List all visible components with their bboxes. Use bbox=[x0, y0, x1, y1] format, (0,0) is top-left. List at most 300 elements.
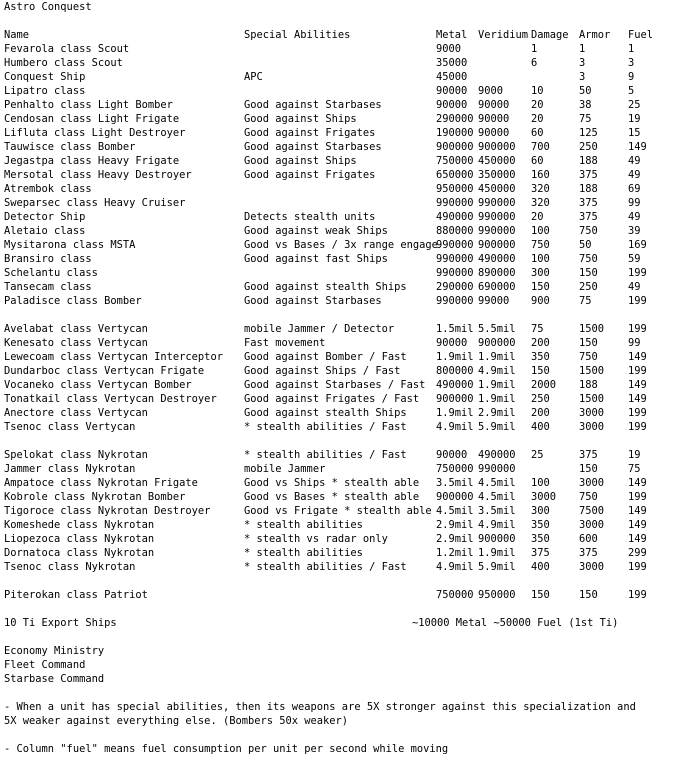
table-row bbox=[4, 224, 684, 238]
ship-veridium: 90000 bbox=[478, 113, 510, 125]
ship-name: Mysitarona class MSTA bbox=[4, 239, 136, 251]
ship-damage: 300 bbox=[531, 267, 550, 279]
ship-abilities: Good against weak Ships bbox=[244, 225, 388, 237]
ship-abilities: mobile Jammer / Detector bbox=[244, 323, 395, 335]
ship-damage: 300 bbox=[531, 505, 550, 517]
ship-damage: 100 bbox=[531, 477, 550, 489]
spacer bbox=[4, 630, 684, 644]
ship-veridium: 490000 bbox=[478, 253, 516, 265]
table-row bbox=[4, 168, 684, 182]
ship-abilities: Good against stealth Ships bbox=[244, 281, 407, 293]
ship-metal: 990000 bbox=[436, 197, 474, 209]
ship-armor: 150 bbox=[579, 267, 598, 279]
ship-veridium: 990000 bbox=[478, 463, 516, 475]
ship-name: Lewecoam class Vertycan Interceptor bbox=[4, 351, 223, 363]
ship-armor: 750 bbox=[579, 225, 598, 237]
ship-armor: 600 bbox=[579, 533, 598, 545]
ship-fuel: 49 bbox=[628, 155, 641, 167]
ship-name: Vocaneko class Vertycan Bomber bbox=[4, 379, 192, 391]
ship-veridium: 990000 bbox=[478, 225, 516, 237]
ship-fuel: 49 bbox=[628, 281, 641, 293]
ship-armor: 3000 bbox=[579, 477, 605, 489]
ship-armor: 750 bbox=[579, 491, 598, 503]
department-starbase: Starbase Command bbox=[4, 673, 105, 685]
document bbox=[4, 0, 684, 756]
ship-metal: 900000 bbox=[436, 393, 474, 405]
ship-veridium: 890000 bbox=[478, 267, 516, 279]
ship-name: Atrembok class bbox=[4, 183, 92, 195]
ship-armor: 1 bbox=[579, 43, 586, 55]
ship-name: Detector Ship bbox=[4, 211, 86, 223]
ship-fuel: 149 bbox=[628, 505, 647, 517]
ship-fuel: 15 bbox=[628, 127, 641, 139]
ship-veridium: 4.5mil bbox=[478, 491, 516, 503]
ship-armor: 375 bbox=[579, 169, 598, 181]
ship-abilities: Good against Starbases bbox=[244, 141, 382, 153]
ship-name: Schelantu class bbox=[4, 267, 98, 279]
table-row bbox=[4, 546, 684, 560]
ship-damage: 10 bbox=[531, 85, 544, 97]
spacer bbox=[4, 14, 684, 28]
note-special-abilities-cont: 5X weaker against everything else. (Bombers 50x weaker) bbox=[4, 715, 349, 727]
ship-name: Jammer class Nykrotan bbox=[4, 463, 136, 475]
table-row bbox=[4, 406, 684, 420]
ship-damage: 60 bbox=[531, 127, 544, 139]
ship-metal: 4.9mil bbox=[436, 561, 474, 573]
ship-metal: 750000 bbox=[436, 589, 474, 601]
ship-veridium: 950000 bbox=[478, 589, 516, 601]
ship-name: Bransiro class bbox=[4, 253, 92, 265]
ship-name: Komeshede class Nykrotan bbox=[4, 519, 155, 531]
ship-metal: 9000 bbox=[436, 43, 462, 55]
table-row bbox=[4, 378, 684, 392]
ship-armor: 3000 bbox=[579, 519, 605, 531]
ship-name: Lifluta class Light Destroyer bbox=[4, 127, 186, 139]
ship-fuel: 149 bbox=[628, 351, 647, 363]
ship-armor: 3 bbox=[579, 71, 586, 83]
ship-metal: 950000 bbox=[436, 183, 474, 195]
ship-veridium: 450000 bbox=[478, 183, 516, 195]
ship-name: Fevarola class Scout bbox=[4, 43, 130, 55]
ship-abilities: Good against Starbases bbox=[244, 99, 382, 111]
ship-veridium: 990000 bbox=[478, 197, 516, 209]
ship-abilities: Good against Ships / Fast bbox=[244, 365, 401, 377]
ship-fuel: 149 bbox=[628, 519, 647, 531]
ship-abilities: * stealth abilities / Fast bbox=[244, 421, 407, 433]
ship-damage: 160 bbox=[531, 169, 550, 181]
ship-metal: 90000 bbox=[436, 99, 468, 111]
ship-damage: 250 bbox=[531, 393, 550, 405]
ship-metal: 990000 bbox=[436, 253, 474, 265]
ship-veridium: 900000 bbox=[478, 141, 516, 153]
ship-veridium: 1.9mil bbox=[478, 547, 516, 559]
ship-abilities: * stealth abilities / Fast bbox=[244, 561, 407, 573]
ship-veridium: 1.9mil bbox=[478, 393, 516, 405]
group-spacer bbox=[4, 434, 684, 448]
ship-fuel: 19 bbox=[628, 449, 641, 461]
ship-veridium: 4.9mil bbox=[478, 519, 516, 531]
document-title: Astro Conquest bbox=[4, 1, 92, 13]
ship-damage: 700 bbox=[531, 141, 550, 153]
ship-name: Tonatkail class Vertycan Destroyer bbox=[4, 393, 217, 405]
ship-metal: 2.9mil bbox=[436, 533, 474, 545]
ship-abilities: Good against Starbases bbox=[244, 295, 382, 307]
ship-fuel: 49 bbox=[628, 211, 641, 223]
ship-abilities: Good against Starbases / Fast bbox=[244, 379, 426, 391]
ship-fuel: 9 bbox=[628, 71, 635, 83]
ship-abilities: * stealth abilities bbox=[244, 519, 363, 531]
ship-damage: 200 bbox=[531, 337, 550, 349]
table-row bbox=[4, 322, 684, 336]
ship-veridium: 900000 bbox=[478, 337, 516, 349]
ship-armor: 3 bbox=[579, 57, 586, 69]
table-row bbox=[4, 266, 684, 280]
table-row bbox=[4, 98, 684, 112]
header-armor: Armor bbox=[579, 29, 611, 41]
ship-veridium: 9000 bbox=[478, 85, 504, 97]
ship-fuel: 199 bbox=[628, 323, 647, 335]
header-abilities: Special Abilities bbox=[244, 29, 351, 41]
ship-fuel: 75 bbox=[628, 463, 641, 475]
ship-damage: 375 bbox=[531, 547, 550, 559]
ship-abilities: APC bbox=[244, 71, 263, 83]
table-row bbox=[4, 364, 684, 378]
ship-name: Kobrole class Nykrotan Bomber bbox=[4, 491, 186, 503]
ship-armor: 188 bbox=[579, 379, 598, 391]
ship-damage: 150 bbox=[531, 589, 550, 601]
ship-damage: 320 bbox=[531, 183, 550, 195]
table-row bbox=[4, 420, 684, 434]
table-row bbox=[4, 350, 684, 364]
ship-fuel: 3 bbox=[628, 57, 635, 69]
table-row bbox=[4, 448, 684, 462]
ship-metal: 880000 bbox=[436, 225, 474, 237]
ship-name: Mersotal class Heavy Destroyer bbox=[4, 169, 192, 181]
header-damage: Damage bbox=[531, 29, 569, 41]
ship-damage: 320 bbox=[531, 197, 550, 209]
table-row bbox=[4, 504, 684, 518]
ship-veridium: 490000 bbox=[478, 449, 516, 461]
ship-veridium: 450000 bbox=[478, 155, 516, 167]
table-row bbox=[4, 70, 684, 84]
ship-armor: 3000 bbox=[579, 421, 605, 433]
ship-damage: 350 bbox=[531, 519, 550, 531]
ship-metal: 190000 bbox=[436, 127, 474, 139]
ship-damage: 20 bbox=[531, 99, 544, 111]
table-row bbox=[4, 56, 684, 70]
ship-metal: 750000 bbox=[436, 155, 474, 167]
table-row bbox=[4, 490, 684, 504]
ship-veridium: 4.5mil bbox=[478, 477, 516, 489]
ship-metal: 900000 bbox=[436, 141, 474, 153]
ship-armor: 75 bbox=[579, 113, 592, 125]
spacer bbox=[4, 686, 684, 700]
ship-damage: 60 bbox=[531, 155, 544, 167]
ship-fuel: 149 bbox=[628, 393, 647, 405]
ship-fuel: 199 bbox=[628, 365, 647, 377]
ship-fuel: 149 bbox=[628, 141, 647, 153]
ship-name: Aletaio class bbox=[4, 225, 86, 237]
ship-damage: 20 bbox=[531, 211, 544, 223]
ship-name: Tigoroce class Nykrotan Destroyer bbox=[4, 505, 211, 517]
ship-damage: 150 bbox=[531, 365, 550, 377]
ship-name: Piterokan class Patriot bbox=[4, 589, 148, 601]
ship-name: Anectore class Vertycan bbox=[4, 407, 148, 419]
ship-name: Tauwisce class Bomber bbox=[4, 141, 136, 153]
ship-fuel: 169 bbox=[628, 239, 647, 251]
header-veridium: Veridium bbox=[478, 29, 529, 41]
ship-metal: 490000 bbox=[436, 211, 474, 223]
ship-damage: 350 bbox=[531, 351, 550, 363]
ship-name: Dundarboc class Vertycan Frigate bbox=[4, 365, 205, 377]
ship-damage: 2000 bbox=[531, 379, 557, 391]
table-row bbox=[4, 560, 684, 574]
table-row bbox=[4, 154, 684, 168]
ship-fuel: 199 bbox=[628, 589, 647, 601]
ship-abilities: * stealth abilities bbox=[244, 547, 363, 559]
ship-damage: 900 bbox=[531, 295, 550, 307]
ship-abilities: * stealth vs radar only bbox=[244, 533, 388, 545]
ship-fuel: 69 bbox=[628, 183, 641, 195]
ship-veridium: 3.5mil bbox=[478, 505, 516, 517]
table-row bbox=[4, 280, 684, 294]
ship-veridium: 4.9mil bbox=[478, 365, 516, 377]
ship-metal: 1.5mil bbox=[436, 323, 474, 335]
ship-name: Penhalto class Light Bomber bbox=[4, 99, 173, 111]
ship-metal: 45000 bbox=[436, 71, 468, 83]
ship-damage: 150 bbox=[531, 281, 550, 293]
ship-damage: 25 bbox=[531, 449, 544, 461]
ship-armor: 188 bbox=[579, 155, 598, 167]
ship-fuel: 299 bbox=[628, 547, 647, 559]
ship-veridium: 900000 bbox=[478, 533, 516, 545]
group-spacer bbox=[4, 574, 684, 588]
ship-abilities: Good against stealth Ships bbox=[244, 407, 407, 419]
header-metal: Metal bbox=[436, 29, 468, 41]
ship-armor: 50 bbox=[579, 239, 592, 251]
note-fuel: - Column "fuel" means fuel consumption per unit per second while moving bbox=[4, 743, 449, 755]
ship-metal: 90000 bbox=[436, 449, 468, 461]
ship-metal: 990000 bbox=[436, 239, 474, 251]
ship-veridium: 5.9mil bbox=[478, 561, 516, 573]
table-row bbox=[4, 84, 684, 98]
ship-name: Humbero class Scout bbox=[4, 57, 123, 69]
ship-name: Dornatoca class Nykrotan bbox=[4, 547, 155, 559]
ship-veridium: 90000 bbox=[478, 127, 510, 139]
ship-fuel: 99 bbox=[628, 197, 641, 209]
ship-metal: 650000 bbox=[436, 169, 474, 181]
ship-abilities: Fast movement bbox=[244, 337, 326, 349]
spacer bbox=[4, 728, 684, 742]
ship-abilities: Good vs Bases / 3x range engage bbox=[244, 239, 438, 251]
ship-veridium: 5.9mil bbox=[478, 421, 516, 433]
ship-damage: 100 bbox=[531, 253, 550, 265]
ship-armor: 3000 bbox=[579, 407, 605, 419]
ship-armor: 375 bbox=[579, 211, 598, 223]
ship-name: Liopezoca class Nykrotan bbox=[4, 533, 155, 545]
ship-fuel: 59 bbox=[628, 253, 641, 265]
ship-damage: 75 bbox=[531, 323, 544, 335]
ship-abilities: Good vs Bases * stealth able bbox=[244, 491, 420, 503]
header-name: Name bbox=[4, 29, 30, 41]
table-row bbox=[4, 588, 684, 602]
ship-metal: 1.9mil bbox=[436, 407, 474, 419]
ship-armor: 50 bbox=[579, 85, 592, 97]
export-line bbox=[4, 616, 684, 630]
ship-name: Sweparsec class Heavy Cruiser bbox=[4, 197, 186, 209]
ship-veridium: 1.9mil bbox=[478, 379, 516, 391]
ship-armor: 188 bbox=[579, 183, 598, 195]
ship-damage: 750 bbox=[531, 239, 550, 251]
ship-name: Kenesato class Vertycan bbox=[4, 337, 148, 349]
ship-armor: 375 bbox=[579, 197, 598, 209]
ship-armor: 1500 bbox=[579, 393, 605, 405]
table-row bbox=[4, 392, 684, 406]
department-fleet: Fleet Command bbox=[4, 659, 86, 671]
ship-name: Ampatoce class Nykrotan Frigate bbox=[4, 477, 198, 489]
spacer bbox=[4, 602, 684, 616]
ship-name: Tansecam class bbox=[4, 281, 92, 293]
ship-name: Jegastpa class Heavy Frigate bbox=[4, 155, 180, 167]
ship-armor: 250 bbox=[579, 141, 598, 153]
table-row bbox=[4, 294, 684, 308]
ship-armor: 125 bbox=[579, 127, 598, 139]
ship-metal: 35000 bbox=[436, 57, 468, 69]
ship-abilities: Good against Ships bbox=[244, 155, 357, 167]
ship-metal: 490000 bbox=[436, 379, 474, 391]
ship-armor: 38 bbox=[579, 99, 592, 111]
ship-damage: 400 bbox=[531, 421, 550, 433]
ship-metal: 90000 bbox=[436, 85, 468, 97]
ship-fuel: 199 bbox=[628, 267, 647, 279]
ship-abilities: Good against Bomber / Fast bbox=[244, 351, 407, 363]
ship-fuel: 199 bbox=[628, 407, 647, 419]
note-special-abilities: - When a unit has special abilities, then its weapons are 5X stronger against this specialization and bbox=[4, 701, 636, 713]
ship-damage: 200 bbox=[531, 407, 550, 419]
ship-name: Cendosan class Light Frigate bbox=[4, 113, 180, 125]
table-row bbox=[4, 182, 684, 196]
ship-veridium: 900000 bbox=[478, 239, 516, 251]
ship-veridium: 2.9mil bbox=[478, 407, 516, 419]
table-row bbox=[4, 238, 684, 252]
ship-veridium: 690000 bbox=[478, 281, 516, 293]
ship-name: Lipatro class bbox=[4, 85, 86, 97]
ship-veridium: 990000 bbox=[478, 211, 516, 223]
ship-metal: 4.5mil bbox=[436, 505, 474, 517]
table-row bbox=[4, 252, 684, 266]
ship-armor: 150 bbox=[579, 463, 598, 475]
ship-armor: 750 bbox=[579, 351, 598, 363]
export-cost: ~10000 Metal ~50000 Fuel (1st Ti) bbox=[412, 617, 619, 629]
table-row bbox=[4, 112, 684, 126]
table-row bbox=[4, 476, 684, 490]
ship-fuel: 199 bbox=[628, 295, 647, 307]
ship-fuel: 39 bbox=[628, 225, 641, 237]
ship-name: Spelokat class Nykrotan bbox=[4, 449, 148, 461]
ship-abilities: Detects stealth units bbox=[244, 211, 376, 223]
ship-armor: 3000 bbox=[579, 561, 605, 573]
ship-fuel: 25 bbox=[628, 99, 641, 111]
ship-damage: 6 bbox=[531, 57, 538, 69]
ship-metal: 1.9mil bbox=[436, 351, 474, 363]
table-row bbox=[4, 462, 684, 476]
table-row bbox=[4, 532, 684, 546]
ship-metal: 800000 bbox=[436, 365, 474, 377]
ship-armor: 150 bbox=[579, 589, 598, 601]
ship-abilities: Good against Frigates / Fast bbox=[244, 393, 420, 405]
ship-armor: 375 bbox=[579, 547, 598, 559]
ship-damage: 3000 bbox=[531, 491, 557, 503]
table-row bbox=[4, 196, 684, 210]
table-header bbox=[4, 28, 684, 42]
ship-armor: 1500 bbox=[579, 323, 605, 335]
ship-metal: 2.9mil bbox=[436, 519, 474, 531]
ship-fuel: 5 bbox=[628, 85, 635, 97]
ship-abilities: * stealth abilities / Fast bbox=[244, 449, 407, 461]
ship-metal: 4.9mil bbox=[436, 421, 474, 433]
ship-name: Conquest Ship bbox=[4, 71, 86, 83]
ship-armor: 150 bbox=[579, 337, 598, 349]
ship-armor: 750 bbox=[579, 253, 598, 265]
ship-veridium: 1.9mil bbox=[478, 351, 516, 363]
ship-abilities: Good against Ships bbox=[244, 113, 357, 125]
ship-fuel: 99 bbox=[628, 337, 641, 349]
ship-fuel: 1 bbox=[628, 43, 635, 55]
ship-metal: 3.5mil bbox=[436, 477, 474, 489]
ship-armor: 250 bbox=[579, 281, 598, 293]
ship-veridium: 5.5mil bbox=[478, 323, 516, 335]
ship-fuel: 49 bbox=[628, 169, 641, 181]
ship-veridium: 90000 bbox=[478, 99, 510, 111]
ship-fuel: 199 bbox=[628, 421, 647, 433]
ship-abilities: Good vs Ships * stealth able bbox=[244, 477, 420, 489]
ship-armor: 1500 bbox=[579, 365, 605, 377]
ship-damage: 20 bbox=[531, 113, 544, 125]
ship-abilities: Good against Frigates bbox=[244, 169, 376, 181]
ship-damage: 1 bbox=[531, 43, 538, 55]
ship-name: Tsenoc class Nykrotan bbox=[4, 561, 136, 573]
ship-abilities: Good vs Frigate * stealth able bbox=[244, 505, 432, 517]
ship-name: Avelabat class Vertycan bbox=[4, 323, 148, 335]
ship-veridium: 350000 bbox=[478, 169, 516, 181]
ship-fuel: 199 bbox=[628, 491, 647, 503]
ship-metal: 290000 bbox=[436, 113, 474, 125]
table-row bbox=[4, 140, 684, 154]
table-row bbox=[4, 518, 684, 532]
ship-armor: 375 bbox=[579, 449, 598, 461]
ship-abilities: Good against Frigates bbox=[244, 127, 376, 139]
ship-metal: 900000 bbox=[436, 491, 474, 503]
ship-fuel: 199 bbox=[628, 561, 647, 573]
ship-armor: 7500 bbox=[579, 505, 605, 517]
ship-metal: 990000 bbox=[436, 267, 474, 279]
table-row bbox=[4, 336, 684, 350]
ship-fuel: 19 bbox=[628, 113, 641, 125]
ship-fuel: 149 bbox=[628, 379, 647, 391]
ship-metal: 990000 bbox=[436, 295, 474, 307]
table-row bbox=[4, 126, 684, 140]
group-spacer bbox=[4, 308, 684, 322]
header-fuel: Fuel bbox=[628, 29, 654, 41]
ship-fuel: 149 bbox=[628, 477, 647, 489]
export-label: 10 Ti Export Ships bbox=[4, 617, 117, 629]
ship-metal: 290000 bbox=[436, 281, 474, 293]
ship-damage: 400 bbox=[531, 561, 550, 573]
ship-metal: 750000 bbox=[436, 463, 474, 475]
ship-damage: 100 bbox=[531, 225, 550, 237]
ship-abilities: mobile Jammer bbox=[244, 463, 326, 475]
ship-abilities: Good against fast Ships bbox=[244, 253, 388, 265]
